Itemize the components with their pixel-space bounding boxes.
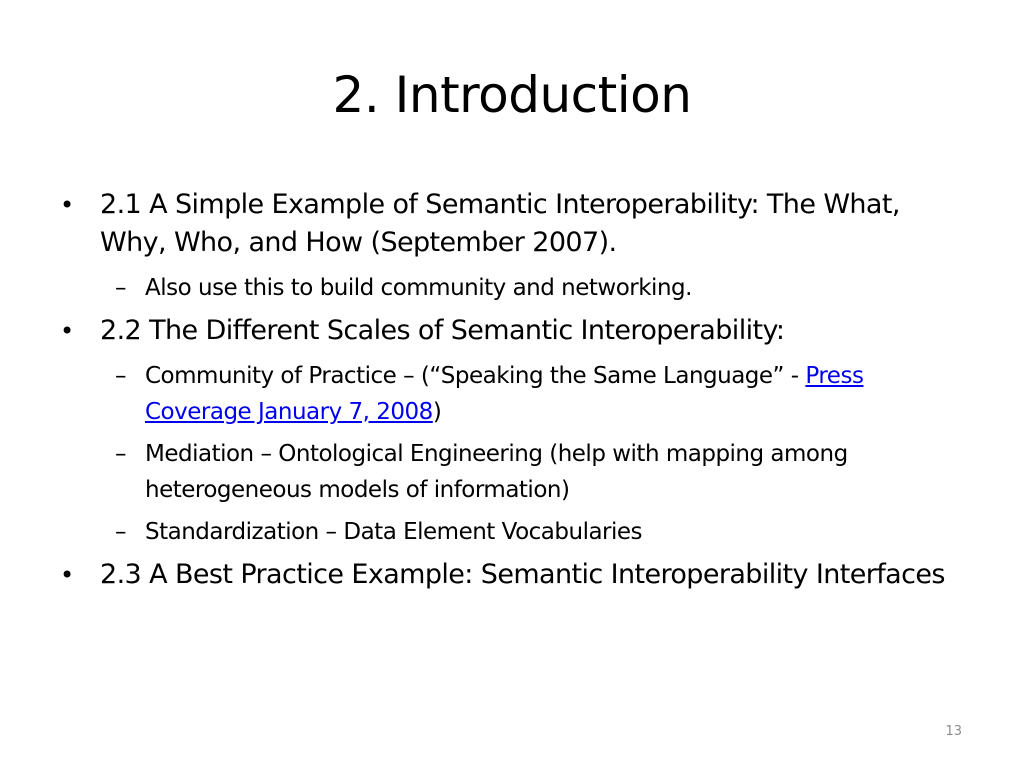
bullet-item-2-1 xyxy=(60,186,960,262)
sub-bullet-item xyxy=(60,358,960,430)
sub-bullet-text: Also use this to build community and networking. xyxy=(145,275,692,301)
sub-bullet-text: Mediation – Ontological Engineering (help with mapping among heterogeneous models of information) xyxy=(145,441,848,503)
bullet-text: 2.1 A Simple Example of Semantic Interoperability: The What, Why, Who, and How (September 2007). xyxy=(100,189,900,258)
sub-bullet-item xyxy=(60,436,960,508)
sub-bullet-text-end: ) xyxy=(432,399,442,425)
bullet-icon: • xyxy=(60,561,74,589)
slide-body xyxy=(60,186,960,602)
sub-bullet-item xyxy=(60,514,960,550)
press-coverage-link[interactable]: Press Coverage January 7, 2008 xyxy=(145,363,864,425)
bullet-item-2-3 xyxy=(60,556,960,594)
bullet-text: 2.3 A Best Practice Example: Semantic Interoperability Interfaces xyxy=(100,559,945,590)
bullet-item-2-2 xyxy=(60,312,960,350)
slide-title: 2. Introduction xyxy=(332,66,692,124)
sub-bullet-text: Standardization – Data Element Vocabularies xyxy=(145,519,643,545)
bullet-text: 2.2 The Different Scales of Semantic Interoperability: xyxy=(100,315,785,346)
bullet-icon: • xyxy=(60,191,74,219)
bullet-icon: • xyxy=(60,317,74,345)
dash-icon: – xyxy=(115,275,126,301)
sub-bullet-item xyxy=(60,270,960,306)
dash-icon: – xyxy=(115,363,126,389)
dash-icon: – xyxy=(115,519,126,545)
dash-icon: – xyxy=(115,441,126,467)
page-number: 13 xyxy=(945,724,962,739)
sub-bullet-text: Community of Practice – (“Speaking the Same Language” - xyxy=(145,363,799,389)
